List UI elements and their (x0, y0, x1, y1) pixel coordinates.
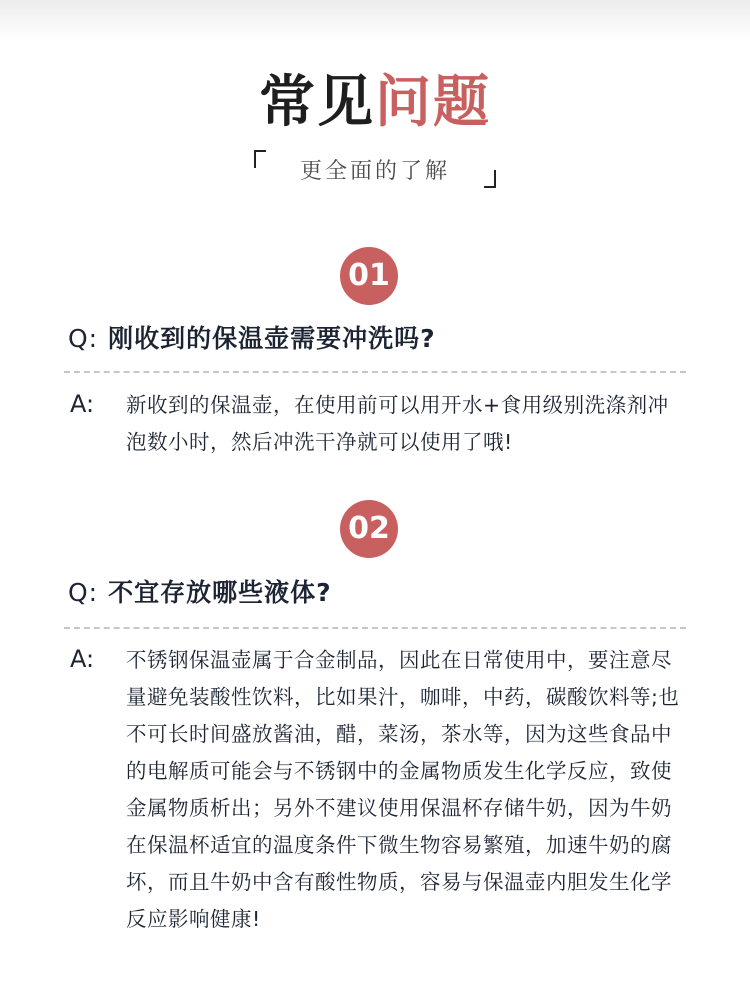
faq-question-1 (68, 319, 436, 355)
faq-divider-2 (64, 627, 686, 629)
subtitle: 更全面的了解 (299, 159, 450, 184)
faq-number-badge-2: 02 (340, 500, 398, 558)
answer-prefix-1: A: (70, 390, 95, 418)
faq-question-2 (68, 573, 332, 609)
faq-number-badge-1: 01 (340, 247, 398, 305)
subtitle-block (248, 148, 502, 190)
faq-answer-1: 新收到的保温壶，在使用前可以用开水+食用级别洗涤剂冲泡数小时，然后冲洗干净就可以使用了哦! (126, 393, 669, 454)
faq-answer-2: 不锈钢保温壶属于合金制品，因此在日常使用中，要注意尽量避免装酸性饮料，比如果汁，咖啡，中药，碳酸饮料等;也不可长时间盛放酱油，醋，菜汤，茶水等，因为这些食品中的电解质可能会与不锈钢中的金属物质发生化学反应，致使金属物质析出；另外不建议使用保温杯存储牛奶，因为牛奶在保温杯适宜的温度条件下微生物容易繁殖，加速牛奶的腐坏，而且牛奶中含有酸性物质，容易与保温壶内胆发生化学反应影响健康! (126, 648, 680, 931)
right-bracket-icon (484, 170, 496, 188)
title-accent: 问题 (375, 70, 491, 135)
question-prefix: Q: (68, 578, 99, 607)
answer-prefix-2: A: (70, 645, 95, 673)
page-title (0, 68, 750, 138)
title-dark: 常见 (259, 70, 375, 135)
question-prefix: Q: (68, 324, 99, 353)
question-text: 刚收到的保温壶需要冲洗吗? (108, 324, 436, 353)
faq-divider-1 (64, 371, 686, 373)
question-text: 不宜存放哪些液体? (108, 578, 332, 607)
top-fade (0, 0, 750, 40)
